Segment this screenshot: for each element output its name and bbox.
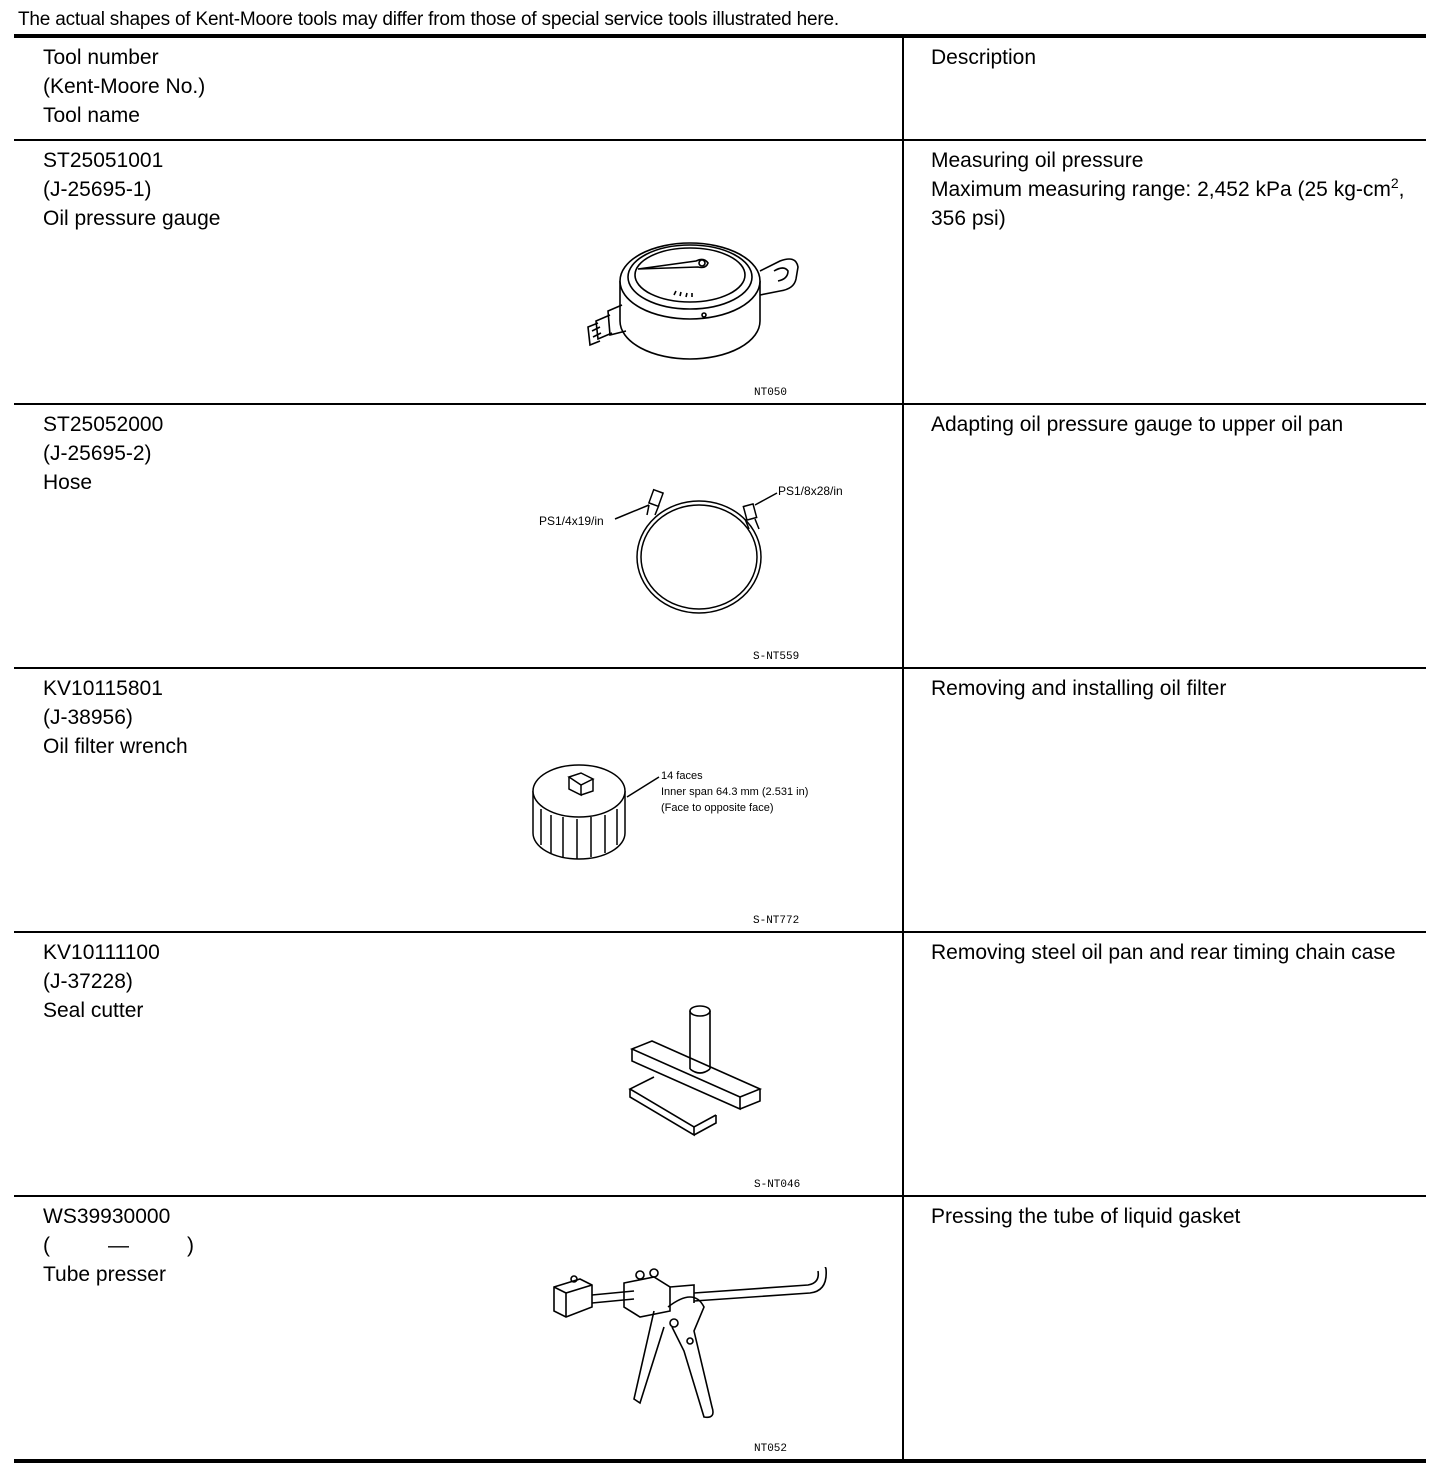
tool-cell: [14, 140, 903, 404]
kent-moore-number: (J-25695-2): [43, 442, 152, 465]
tube-presser-illustration: [544, 1267, 834, 1457]
kent-moore-number: [43, 1231, 902, 1260]
callout-faces: 14 faces: [661, 770, 703, 782]
figure-code: S-NT772: [753, 915, 800, 927]
description-line: Removing steel oil pan and rear timing chain case: [931, 941, 1396, 964]
paren-open: (: [43, 1234, 50, 1257]
description-cell: [903, 404, 1426, 668]
tool-name: Seal cutter: [43, 999, 144, 1022]
tool-name: Oil pressure gauge: [43, 207, 221, 230]
header-kent-moore-no: (Kent-Moore No.): [43, 75, 206, 98]
tool-cell: [14, 1196, 903, 1461]
callout-left: PS1/4x19/in: [539, 514, 604, 528]
table-row: [14, 668, 1426, 932]
table-row: [14, 140, 1426, 404]
description-range: [931, 175, 1416, 233]
hose-illustration: [519, 475, 859, 665]
table-header-row: [14, 36, 1426, 140]
special-service-tools-table: [14, 34, 1426, 1463]
figure-code: NT052: [754, 1443, 788, 1455]
tool-number: KV10111100: [43, 941, 160, 964]
tool-name: Hose: [43, 471, 93, 494]
header-tool-number: Tool number: [43, 46, 159, 69]
tool-number: ST25052000: [43, 413, 164, 436]
description-range-text: Maximum measuring range: 2,452 kPa (25 kg-cm: [931, 178, 1391, 201]
figure-code: S-NT559: [753, 651, 800, 663]
description-cell: [903, 932, 1426, 1196]
figure-code: S-NT046: [754, 1179, 801, 1191]
table-row: [14, 404, 1426, 668]
description-cell: [903, 668, 1426, 932]
dash: —: [108, 1234, 129, 1257]
kent-moore-number: (J-25695-1): [43, 178, 152, 201]
header-tool-cell: [14, 36, 903, 140]
oil-filter-wrench-illustration: [519, 759, 859, 929]
table-row: [14, 1196, 1426, 1461]
table-row: [14, 932, 1426, 1196]
description-line: Adapting oil pressure gauge to upper oil pan: [931, 413, 1344, 436]
description-line: Measuring oil pressure: [931, 149, 1144, 172]
callout-right: PS1/8x28/in: [778, 484, 843, 498]
tool-cell: [14, 404, 903, 668]
header-description: Description: [931, 46, 1037, 69]
tool-number: WS39930000: [43, 1205, 171, 1228]
paren-close: ): [187, 1234, 194, 1257]
kent-moore-number: (J-37228): [43, 970, 133, 993]
figure-code: NT050: [754, 387, 788, 399]
kent-moore-number: (J-38956): [43, 706, 133, 729]
callout-span: Inner span 64.3 mm (2.531 in): [661, 786, 809, 798]
tool-number: ST25051001: [43, 149, 164, 172]
tool-number: KV10115801: [43, 677, 163, 700]
description-cell: [903, 140, 1426, 404]
description-line: Pressing the tube of liquid gasket: [931, 1205, 1241, 1228]
tool-cell: [14, 668, 903, 932]
tool-cell: [14, 932, 903, 1196]
tool-name: Tube presser: [43, 1263, 166, 1286]
oil-pressure-gauge-illustration: [574, 211, 834, 401]
description-line: Removing and installing oil filter: [931, 677, 1227, 700]
header-tool-name: Tool name: [43, 104, 140, 127]
seal-cutter-illustration: [604, 993, 824, 1193]
description-range-tail: , 356 psi): [931, 178, 1405, 230]
tool-note: The actual shapes of Kent-Moore tools may differ from those of special service tools illustrated here.: [18, 9, 839, 30]
tool-name: Oil filter wrench: [43, 735, 188, 758]
description-superscript: 2: [1390, 175, 1399, 191]
callout-face-note: (Face to opposite face): [661, 802, 774, 814]
description-cell: [903, 1196, 1426, 1461]
header-description-cell: [903, 36, 1426, 140]
